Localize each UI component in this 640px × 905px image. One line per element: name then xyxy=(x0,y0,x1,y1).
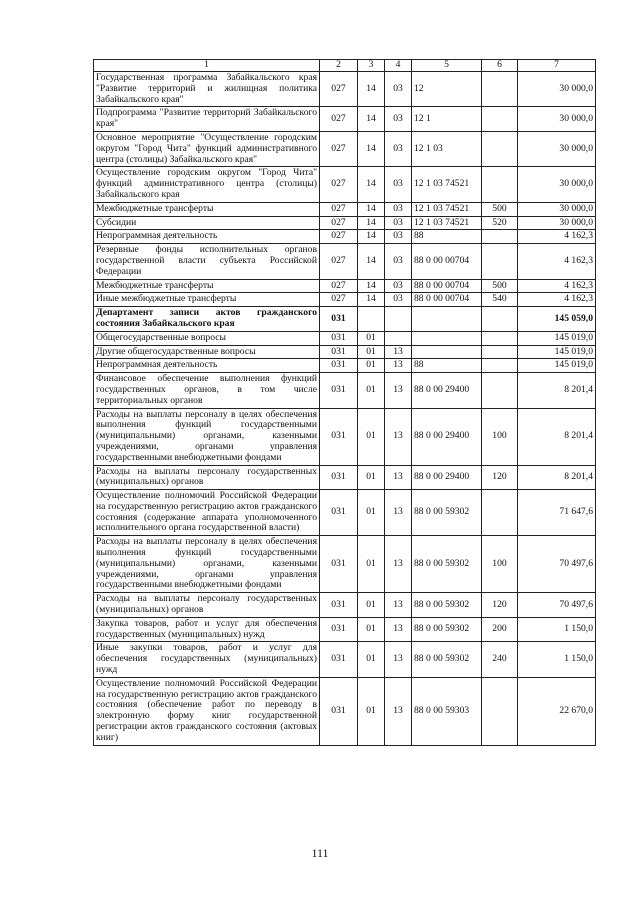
cell-expense-type: 520 xyxy=(482,216,518,230)
cell-name: Субсидии xyxy=(94,216,320,230)
table-header-row xyxy=(94,60,596,72)
cell-subsection: 13 xyxy=(385,642,412,677)
cell-name: Расходы на выплаты персоналу государственных (муниципальных) органов xyxy=(94,465,320,490)
cell-name: Подпрограмма "Развитие территорий Забайкальского края" xyxy=(94,107,320,132)
cell-target-article: 88 0 00 00704 xyxy=(412,244,482,279)
cell-expense-type xyxy=(482,331,518,345)
cell-section: 14 xyxy=(358,202,385,216)
table-row xyxy=(94,345,596,359)
cell-subsection: 13 xyxy=(385,465,412,490)
header-col-6: 6 xyxy=(482,60,518,72)
header-col-3: 3 xyxy=(358,60,385,72)
cell-expense-type xyxy=(482,307,518,332)
table-row xyxy=(94,536,596,593)
cell-amount: 145 019,0 xyxy=(518,359,596,373)
cell-amount: 22 670,0 xyxy=(518,677,596,745)
cell-section: 14 xyxy=(358,230,385,244)
cell-name: Государственная программа Забайкальского края "Развитие территорий и жилищная политика Забайкальского края" xyxy=(94,72,320,107)
cell-subsection: 13 xyxy=(385,373,412,408)
header-col-5: 5 xyxy=(412,60,482,72)
cell-subsection: 03 xyxy=(385,202,412,216)
cell-ministry-code: 027 xyxy=(320,279,358,293)
cell-section: 01 xyxy=(358,593,385,618)
cell-section: 01 xyxy=(358,536,385,593)
cell-amount: 71 647,6 xyxy=(518,490,596,536)
cell-expense-type xyxy=(482,167,518,202)
cell-ministry-code: 031 xyxy=(320,617,358,642)
cell-name: Непрограммная деятельность xyxy=(94,359,320,373)
cell-name: Иные межбюджетные трансферты xyxy=(94,293,320,307)
cell-target-article xyxy=(412,331,482,345)
cell-subsection: 03 xyxy=(385,107,412,132)
cell-amount: 30 000,0 xyxy=(518,216,596,230)
budget-table xyxy=(93,59,596,746)
cell-name: Иные закупки товаров, работ и услуг для обеспечения государственных (муниципальных) нужд xyxy=(94,642,320,677)
cell-amount: 4 162,3 xyxy=(518,230,596,244)
cell-target-article: 88 0 00 59302 xyxy=(412,642,482,677)
cell-amount: 4 162,3 xyxy=(518,244,596,279)
cell-ministry-code: 027 xyxy=(320,131,358,166)
cell-target-article: 88 0 00 00704 xyxy=(412,279,482,293)
cell-amount: 8 201,4 xyxy=(518,373,596,408)
cell-section: 01 xyxy=(358,408,385,465)
cell-target-article: 12 xyxy=(412,72,482,107)
cell-expense-type: 100 xyxy=(482,536,518,593)
cell-expense-type xyxy=(482,677,518,745)
cell-amount: 30 000,0 xyxy=(518,202,596,216)
cell-target-article: 12 1 03 74521 xyxy=(412,167,482,202)
cell-section: 01 xyxy=(358,373,385,408)
cell-name: Закупка товаров, работ и услуг для обеспечения государственных (муниципальных) нужд xyxy=(94,617,320,642)
table-row xyxy=(94,677,596,745)
cell-ministry-code: 027 xyxy=(320,230,358,244)
table-row xyxy=(94,279,596,293)
cell-amount: 145 019,0 xyxy=(518,331,596,345)
cell-section: 01 xyxy=(358,359,385,373)
cell-subsection: 13 xyxy=(385,536,412,593)
cell-target-article: 88 0 00 29400 xyxy=(412,465,482,490)
cell-target-article xyxy=(412,345,482,359)
cell-section: 01 xyxy=(358,465,385,490)
cell-ministry-code: 031 xyxy=(320,677,358,745)
cell-target-article: 12 1 03 74521 xyxy=(412,216,482,230)
cell-section: 01 xyxy=(358,490,385,536)
cell-subsection: 03 xyxy=(385,293,412,307)
cell-target-article: 88 0 00 59303 xyxy=(412,677,482,745)
cell-amount: 1 150,0 xyxy=(518,642,596,677)
cell-name: Резервные фонды исполнительных органов государственной власти субъекта Российской Федерации xyxy=(94,244,320,279)
cell-subsection: 03 xyxy=(385,244,412,279)
cell-subsection xyxy=(385,307,412,332)
table-row xyxy=(94,202,596,216)
cell-ministry-code: 031 xyxy=(320,642,358,677)
cell-expense-type xyxy=(482,244,518,279)
cell-section xyxy=(358,307,385,332)
table-row xyxy=(94,359,596,373)
cell-target-article: 88 0 00 59302 xyxy=(412,593,482,618)
cell-amount: 8 201,4 xyxy=(518,408,596,465)
cell-expense-type xyxy=(482,490,518,536)
header-col-7: 7 xyxy=(518,60,596,72)
cell-expense-type: 500 xyxy=(482,279,518,293)
cell-subsection: 03 xyxy=(385,230,412,244)
cell-subsection: 13 xyxy=(385,408,412,465)
cell-expense-type: 100 xyxy=(482,408,518,465)
table-row xyxy=(94,72,596,107)
cell-section: 14 xyxy=(358,72,385,107)
cell-ministry-code: 031 xyxy=(320,593,358,618)
cell-target-article: 12 1 xyxy=(412,107,482,132)
cell-ministry-code: 027 xyxy=(320,293,358,307)
cell-subsection: 13 xyxy=(385,677,412,745)
cell-ministry-code: 027 xyxy=(320,244,358,279)
cell-ministry-code: 031 xyxy=(320,490,358,536)
cell-ministry-code: 031 xyxy=(320,408,358,465)
cell-amount: 30 000,0 xyxy=(518,131,596,166)
cell-section: 01 xyxy=(358,331,385,345)
cell-name: Финансовое обеспечение выполнения функций государственных органов, в том числе территориальных органов xyxy=(94,373,320,408)
cell-section: 14 xyxy=(358,107,385,132)
cell-section: 14 xyxy=(358,167,385,202)
cell-section: 01 xyxy=(358,677,385,745)
cell-expense-type xyxy=(482,373,518,408)
cell-amount: 30 000,0 xyxy=(518,167,596,202)
cell-amount: 145 059,0 xyxy=(518,307,596,332)
cell-section: 14 xyxy=(358,279,385,293)
cell-target-article: 88 xyxy=(412,359,482,373)
cell-subsection: 13 xyxy=(385,617,412,642)
cell-amount: 4 162,3 xyxy=(518,293,596,307)
cell-name: Другие общегосударственные вопросы xyxy=(94,345,320,359)
cell-expense-type: 120 xyxy=(482,465,518,490)
cell-name: Расходы на выплаты персоналу в целях обеспечения выполнения функций государственными (муниципальными) органами, казенными учреждениями, органами управления государственными внебюджетными фондами xyxy=(94,536,320,593)
cell-target-article: 88 0 00 59302 xyxy=(412,490,482,536)
cell-expense-type xyxy=(482,359,518,373)
cell-subsection xyxy=(385,331,412,345)
cell-section: 14 xyxy=(358,244,385,279)
cell-name: Общегосударственные вопросы xyxy=(94,331,320,345)
cell-amount: 70 497,6 xyxy=(518,593,596,618)
cell-target-article: 88 xyxy=(412,230,482,244)
cell-subsection: 13 xyxy=(385,345,412,359)
cell-amount: 70 497,6 xyxy=(518,536,596,593)
cell-name: Осуществление городским округом "Город Чита" функций административного центра (столицы) Забайкальского края xyxy=(94,167,320,202)
cell-name: Основное мероприятие "Осуществление городским округом "Город Чита" функций административного центра (столицы) Забайкальского края" xyxy=(94,131,320,166)
cell-target-article: 88 0 00 59302 xyxy=(412,617,482,642)
cell-expense-type: 120 xyxy=(482,593,518,618)
cell-target-article: 12 1 03 74521 xyxy=(412,202,482,216)
cell-ministry-code: 027 xyxy=(320,167,358,202)
cell-subsection: 03 xyxy=(385,279,412,293)
cell-ministry-code: 027 xyxy=(320,107,358,132)
table-row xyxy=(94,408,596,465)
cell-ministry-code: 027 xyxy=(320,202,358,216)
table-row xyxy=(94,244,596,279)
cell-subsection: 13 xyxy=(385,593,412,618)
table-row xyxy=(94,307,596,332)
cell-ministry-code: 031 xyxy=(320,307,358,332)
cell-name: Расходы на выплаты персоналу в целях обеспечения выполнения функций государственными (муниципальными) органами, казенными учреждениями, органами управления государственными внебюджетными фондами xyxy=(94,408,320,465)
cell-subsection: 13 xyxy=(385,359,412,373)
cell-section: 14 xyxy=(358,293,385,307)
header-col-1: 1 xyxy=(94,60,320,72)
cell-target-article: 12 1 03 xyxy=(412,131,482,166)
header-col-2: 2 xyxy=(320,60,358,72)
table-row xyxy=(94,293,596,307)
table-row xyxy=(94,373,596,408)
header-col-4: 4 xyxy=(385,60,412,72)
table-row xyxy=(94,593,596,618)
cell-amount: 1 150,0 xyxy=(518,617,596,642)
cell-expense-type xyxy=(482,107,518,132)
cell-ministry-code: 031 xyxy=(320,373,358,408)
table-row xyxy=(94,107,596,132)
cell-amount: 30 000,0 xyxy=(518,107,596,132)
cell-section: 14 xyxy=(358,131,385,166)
table-row xyxy=(94,617,596,642)
cell-ministry-code: 031 xyxy=(320,359,358,373)
table-row xyxy=(94,331,596,345)
cell-ministry-code: 031 xyxy=(320,536,358,593)
cell-target-article xyxy=(412,307,482,332)
cell-section: 01 xyxy=(358,642,385,677)
cell-name: Осуществление полномочий Российской Федерации на государственную регистрацию актов гражданского состояния (содержание аппарата уполномоченного исполнительного органа государственной власти) xyxy=(94,490,320,536)
cell-ministry-code: 031 xyxy=(320,465,358,490)
table-row xyxy=(94,230,596,244)
cell-amount: 8 201,4 xyxy=(518,465,596,490)
cell-section: 14 xyxy=(358,216,385,230)
cell-subsection: 03 xyxy=(385,216,412,230)
cell-ministry-code: 027 xyxy=(320,216,358,230)
cell-name: Межбюджетные трансферты xyxy=(94,202,320,216)
table-row xyxy=(94,465,596,490)
cell-target-article: 88 0 00 59302 xyxy=(412,536,482,593)
cell-target-article: 88 0 00 29400 xyxy=(412,408,482,465)
cell-name: Непрограммная деятельность xyxy=(94,230,320,244)
cell-amount: 4 162,3 xyxy=(518,279,596,293)
table-row xyxy=(94,167,596,202)
cell-ministry-code: 031 xyxy=(320,345,358,359)
page-number: 111 xyxy=(311,846,329,860)
cell-expense-type: 500 xyxy=(482,202,518,216)
table-row xyxy=(94,131,596,166)
cell-expense-type: 240 xyxy=(482,642,518,677)
table-row xyxy=(94,642,596,677)
cell-ministry-code: 027 xyxy=(320,72,358,107)
cell-expense-type: 540 xyxy=(482,293,518,307)
cell-amount: 145 019,0 xyxy=(518,345,596,359)
cell-expense-type xyxy=(482,345,518,359)
cell-name: Департамент записи актов гражданского состояния Забайкальского края xyxy=(94,307,320,332)
cell-ministry-code: 031 xyxy=(320,331,358,345)
cell-expense-type xyxy=(482,230,518,244)
cell-subsection: 03 xyxy=(385,131,412,166)
cell-section: 01 xyxy=(358,617,385,642)
cell-subsection: 13 xyxy=(385,490,412,536)
cell-target-article: 88 0 00 00704 xyxy=(412,293,482,307)
cell-name: Расходы на выплаты персоналу государственных (муниципальных) органов xyxy=(94,593,320,618)
cell-subsection: 03 xyxy=(385,72,412,107)
cell-amount: 30 000,0 xyxy=(518,72,596,107)
table-body xyxy=(94,72,596,746)
cell-expense-type xyxy=(482,131,518,166)
cell-name: Межбюджетные трансферты xyxy=(94,279,320,293)
cell-name: Осуществление полномочий Российской Федерации на государственную регистрацию актов гражданского состояния (обеспечение работ по переводу в электронную форму книг государственной регистрации актов гражданского состояния (актовых книг) xyxy=(94,677,320,745)
cell-section: 01 xyxy=(358,345,385,359)
cell-target-article: 88 0 00 29400 xyxy=(412,373,482,408)
table-row xyxy=(94,490,596,536)
table-row xyxy=(94,216,596,230)
cell-subsection: 03 xyxy=(385,167,412,202)
cell-expense-type: 200 xyxy=(482,617,518,642)
cell-expense-type xyxy=(482,72,518,107)
